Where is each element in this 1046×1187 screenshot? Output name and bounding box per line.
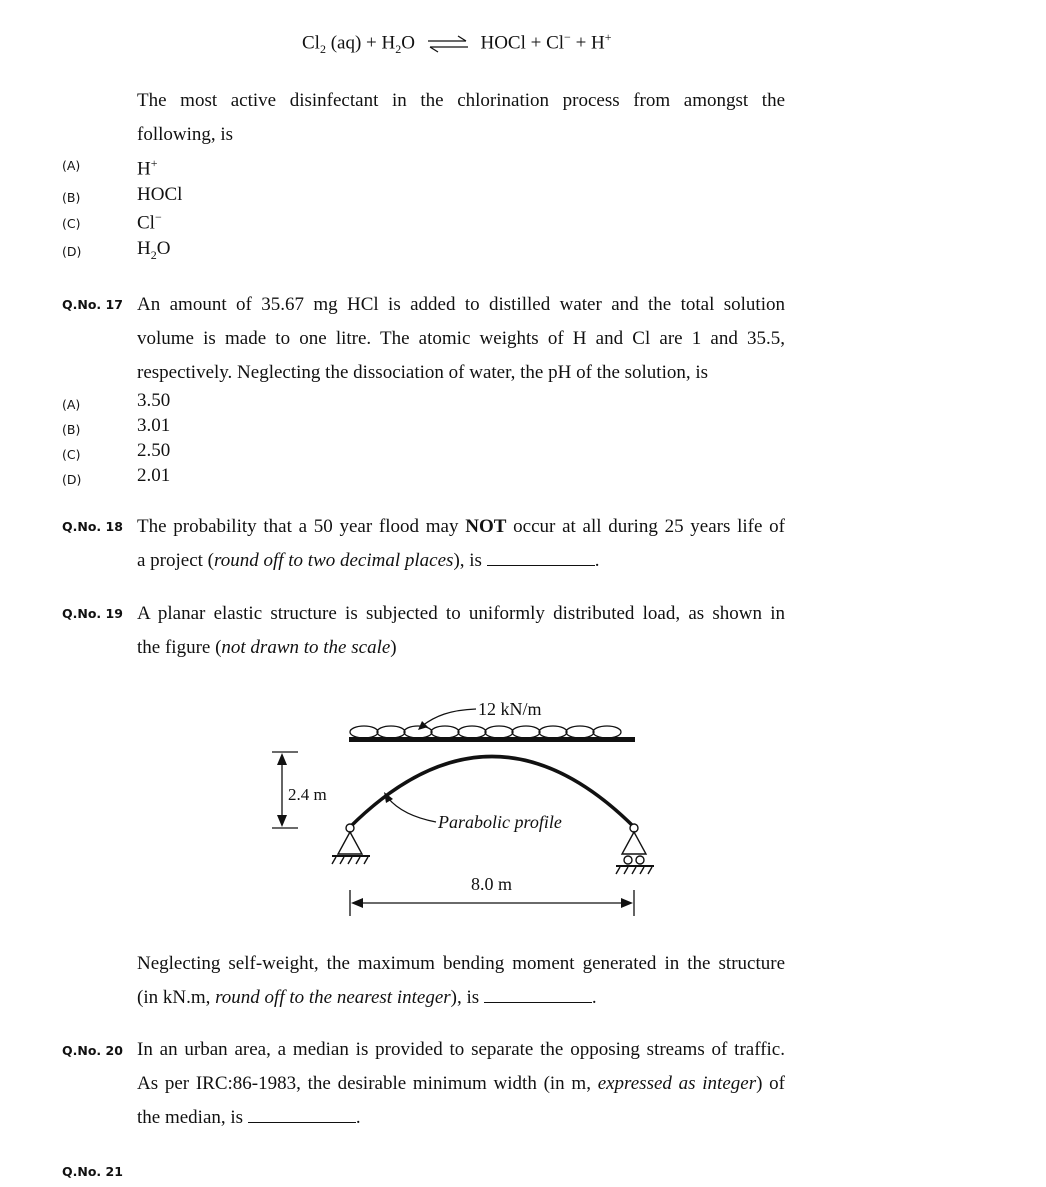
eq-sup-plus: + — [604, 30, 612, 44]
eq-sup-minus: − — [564, 30, 571, 44]
q19-al2-end: . — [591, 987, 597, 1008]
q18-number: Q.No. 18 — [62, 519, 123, 534]
eq-plus-h: + H — [575, 32, 605, 54]
q19-al2-b: ), is — [450, 987, 480, 1008]
load-pointer-arrow — [422, 709, 476, 726]
q16-a-sup: + — [150, 156, 158, 170]
q18-line-1 — [137, 510, 785, 544]
eq-sub-h2o: 2 — [395, 42, 402, 57]
eq-cl: Cl — [302, 32, 320, 54]
q17-line-2: volume is made to one litre. The atomic weights of H and Cl are 1 and 35.5, — [137, 328, 785, 349]
profile-label: Parabolic profile — [438, 812, 562, 832]
q16-option-b-value: HOCl — [137, 184, 183, 205]
q16-c-main: Cl — [137, 212, 155, 234]
q19-after-line-2 — [137, 981, 785, 1015]
q18-l2-a: a project ( — [137, 550, 215, 571]
q20-l2-b: ) of — [756, 1073, 785, 1094]
q18-line-2 — [137, 544, 785, 578]
q16-option-c-label: (C) — [62, 216, 81, 231]
q21-number: Q.No. 21 — [62, 1164, 123, 1179]
q16-d-main: H — [137, 238, 151, 259]
answer-blank[interactable] — [484, 988, 592, 1003]
q19-al2-italic: round off to the nearest integer — [215, 987, 451, 1008]
arch-structure-figure — [260, 690, 680, 930]
q16-question-text — [137, 84, 785, 152]
q19-line-1: A planar elastic structure is subjected to uniformly distributed load, as shown in — [137, 603, 785, 624]
q20-l3-a: the median, is — [137, 1107, 244, 1128]
q16-c-sup: − — [154, 210, 162, 224]
chemical-equation — [302, 30, 612, 57]
q20-line-1: In an urban area, a median is provided to separate the opposing streams of traffic. — [137, 1039, 785, 1060]
eq-hocl: HOCl + Cl — [480, 32, 565, 54]
height-label: 2.4 m — [288, 785, 327, 804]
q19-line-2 — [137, 631, 785, 665]
q16-option-c-value — [137, 210, 162, 234]
q19-l2-italic: not drawn to the scale — [221, 637, 391, 658]
q16-option-b-label: (B) — [62, 190, 81, 205]
q17-option-b-value: 3.01 — [137, 415, 171, 436]
q17-option-d-value: 2.01 — [137, 465, 171, 486]
q17-option-c-value: 2.50 — [137, 440, 171, 461]
profile-pointer-arrow — [388, 798, 436, 822]
q20-l2-a: As per IRC:86-1983, the desirable minimum width (in m, — [137, 1073, 598, 1094]
q20-line-3 — [137, 1101, 785, 1135]
q19-al2-a: (in kN.m, — [137, 987, 216, 1008]
q18-question-text — [137, 510, 785, 578]
q16-line-1: The most active disinfectant in the chlorination process from amongst the — [137, 90, 785, 111]
eq-sub-2: 2 — [319, 42, 326, 57]
q18-l2-end: . — [594, 550, 600, 571]
q20-line-2 — [137, 1067, 785, 1101]
q16-option-d-value — [137, 238, 170, 263]
q17-option-c-label: (C) — [62, 447, 81, 462]
q19-after-line-1: Neglecting self-weight, the maximum bending moment generated in the structure — [137, 953, 785, 974]
equilibrium-arrow-icon — [426, 34, 470, 54]
span-label: 8.0 m — [471, 874, 513, 894]
q18-not: NOT — [465, 516, 507, 537]
q18-l2-italic: round off to two decimal places — [214, 550, 454, 571]
q19-number: Q.No. 19 — [62, 606, 123, 621]
q17-option-a-value: 3.50 — [137, 390, 171, 411]
q20-number: Q.No. 20 — [62, 1043, 123, 1058]
roller-support-icon — [616, 824, 654, 874]
q16-option-a-label: (A) — [62, 158, 81, 173]
answer-blank[interactable] — [487, 551, 595, 566]
q16-option-a-value — [137, 156, 158, 180]
q16-option-d-label: (D) — [62, 244, 82, 259]
q20-l3-end: . — [355, 1107, 361, 1128]
eq-o: O — [401, 32, 415, 54]
q17-option-d-label: (D) — [62, 472, 82, 487]
q19-l2-a: the figure ( — [137, 637, 222, 658]
q20-l2-italic: expressed as integer — [597, 1073, 757, 1094]
udl-load-icon — [350, 726, 621, 738]
eq-aq: (aq) + H — [330, 32, 396, 54]
q17-number: Q.No. 17 — [62, 297, 123, 312]
q16-d-sub: 2 — [150, 247, 157, 262]
q17-line-1: An amount of 35.67 mg HCl is added to distilled water and the total solution — [137, 294, 785, 315]
pinned-support-icon — [332, 824, 370, 864]
q16-line-2: following, is — [137, 124, 234, 145]
answer-blank[interactable] — [248, 1108, 356, 1123]
q16-a-main: H — [137, 158, 151, 180]
q18-l1-b: occur at all during 25 years life of — [506, 516, 785, 537]
q17-line-3: respectively. Neglecting the dissociation of water, the pH of the solution, is — [137, 362, 709, 383]
q19-question-text — [137, 597, 785, 665]
q16-d-main2: O — [156, 238, 171, 259]
q17-question-text — [137, 288, 785, 390]
q19-l2-b: ) — [390, 637, 397, 658]
q20-question-text — [137, 1033, 785, 1135]
q18-l1-a: The probability that a 50 year flood may — [137, 516, 466, 537]
q17-option-a-label: (A) — [62, 397, 81, 412]
q17-option-b-label: (B) — [62, 422, 81, 437]
load-label: 12 kN/m — [478, 699, 542, 719]
q19-followup-text — [137, 947, 785, 1015]
q18-l2-b: ), is — [453, 550, 482, 571]
